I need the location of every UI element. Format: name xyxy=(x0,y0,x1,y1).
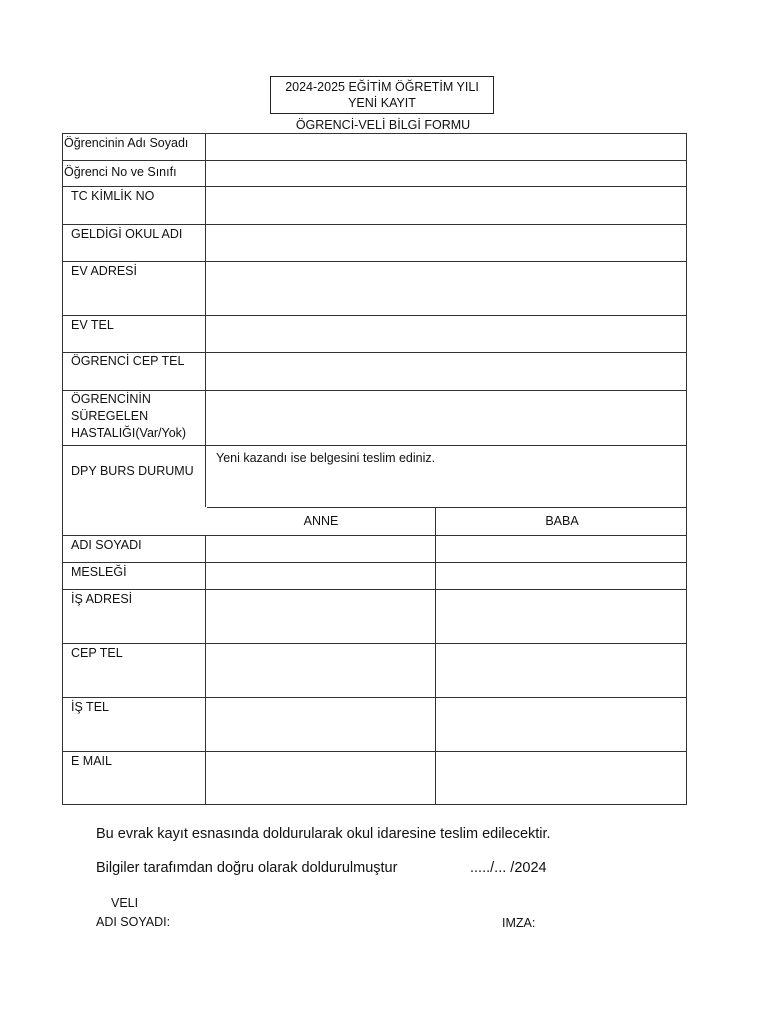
field-previous-school[interactable] xyxy=(207,225,687,261)
field-dpy-scholarship[interactable] xyxy=(207,470,687,507)
footer-parent-name-label: ADI SOYADI: xyxy=(96,915,171,929)
field-mother-cell-phone[interactable] xyxy=(207,644,436,697)
footer-declaration: Bilgiler tarafımdan doğru olarak doldurulmuştur xyxy=(96,860,398,876)
label-parent-occupation: MESLEĞİ xyxy=(62,563,206,589)
label-student-cell-phone: ÖGRENCİ CEP TEL xyxy=(62,353,206,390)
row-tc-id xyxy=(62,186,687,224)
row-home-phone xyxy=(62,315,687,352)
row-chronic-illness xyxy=(62,390,687,445)
label-home-phone: EV TEL xyxy=(62,316,206,352)
label-chronic-illness-line2: SÜREGELEN xyxy=(71,409,149,423)
field-mother-work-phone[interactable] xyxy=(207,698,436,751)
form-title-line1: 2024-2025 EĞİTİM ÖĞRETİM YILI xyxy=(285,80,479,94)
row-work-phone xyxy=(62,697,687,751)
header-father: BABA xyxy=(545,514,579,528)
field-student-cell-phone[interactable] xyxy=(207,353,687,390)
label-parent-name: ADI SOYADI xyxy=(62,536,206,562)
label-work-address: İŞ ADRESİ xyxy=(62,590,206,643)
row-parent-name xyxy=(62,535,687,562)
header-mother: ANNE xyxy=(207,508,436,535)
label-home-address: EV ADRESİ xyxy=(62,262,206,315)
field-home-address[interactable] xyxy=(207,262,687,315)
row-student-no-class xyxy=(62,160,687,186)
label-chronic-illness xyxy=(62,391,206,445)
field-father-work-address[interactable] xyxy=(437,590,687,643)
footer-veli: VELI xyxy=(111,896,139,910)
row-home-address xyxy=(62,261,687,315)
label-student-no-class: Öğrenci No ve Sınıfı xyxy=(62,161,206,186)
field-father-work-phone[interactable] xyxy=(437,698,687,751)
field-student-name[interactable] xyxy=(207,134,687,160)
field-chronic-illness[interactable] xyxy=(207,391,687,445)
label-tc-id: TC KİMLİK NO xyxy=(62,187,206,224)
row-student-cell-phone xyxy=(62,352,687,390)
footer-notice: Bu evrak kayıt esnasında doldurularak okul idaresine teslim edilecektir. xyxy=(96,826,551,842)
form-subtitle: ÖGRENCİ-VELİ BİLGİ FORMU xyxy=(295,118,471,132)
label-previous-school: GELDİGİ OKUL ADI xyxy=(62,225,206,261)
label-work-phone: İŞ TEL xyxy=(62,698,206,751)
field-mother-occupation[interactable] xyxy=(207,563,436,589)
field-tc-id[interactable] xyxy=(207,187,687,224)
info-form-table xyxy=(62,133,687,805)
label-chronic-illness-line3: HASTALIĞI(Var/Yok) xyxy=(71,426,187,440)
row-previous-school xyxy=(62,224,687,261)
row-dpy-scholarship xyxy=(62,445,687,507)
row-parent-occupation xyxy=(62,562,687,589)
row-parent-cell-phone xyxy=(62,643,687,697)
field-father-cell-phone[interactable] xyxy=(437,644,687,697)
field-student-no-class[interactable] xyxy=(207,161,687,186)
field-mother-work-address[interactable] xyxy=(207,590,436,643)
field-father-name[interactable] xyxy=(437,536,687,562)
label-email: E MAIL xyxy=(62,752,206,804)
form-title-line2: YENİ KAYIT xyxy=(348,96,416,110)
footer-signature-label: IMZA: xyxy=(502,916,536,930)
dpy-note: Yeni kazandı ise belgesini teslim ediniz. xyxy=(216,451,436,465)
label-chronic-illness-line1: ÖGRENCİNİN xyxy=(71,392,151,406)
form-title-box xyxy=(270,76,494,114)
label-dpy-scholarship: DPY BURS DURUMU xyxy=(62,446,206,507)
field-mother-name[interactable] xyxy=(207,536,436,562)
row-email xyxy=(62,751,687,805)
footer-date: ...../... /2024 xyxy=(470,860,547,876)
field-father-email[interactable] xyxy=(437,752,687,804)
field-father-occupation[interactable] xyxy=(437,563,687,589)
row-parent-headers xyxy=(207,507,687,535)
label-student-name: Öğrencinin Adı Soyadı xyxy=(62,134,206,160)
field-mother-email[interactable] xyxy=(207,752,436,804)
row-work-address xyxy=(62,589,687,643)
field-home-phone[interactable] xyxy=(207,316,687,352)
label-parent-cell-phone: CEP TEL xyxy=(62,644,206,697)
row-student-name xyxy=(62,133,687,160)
